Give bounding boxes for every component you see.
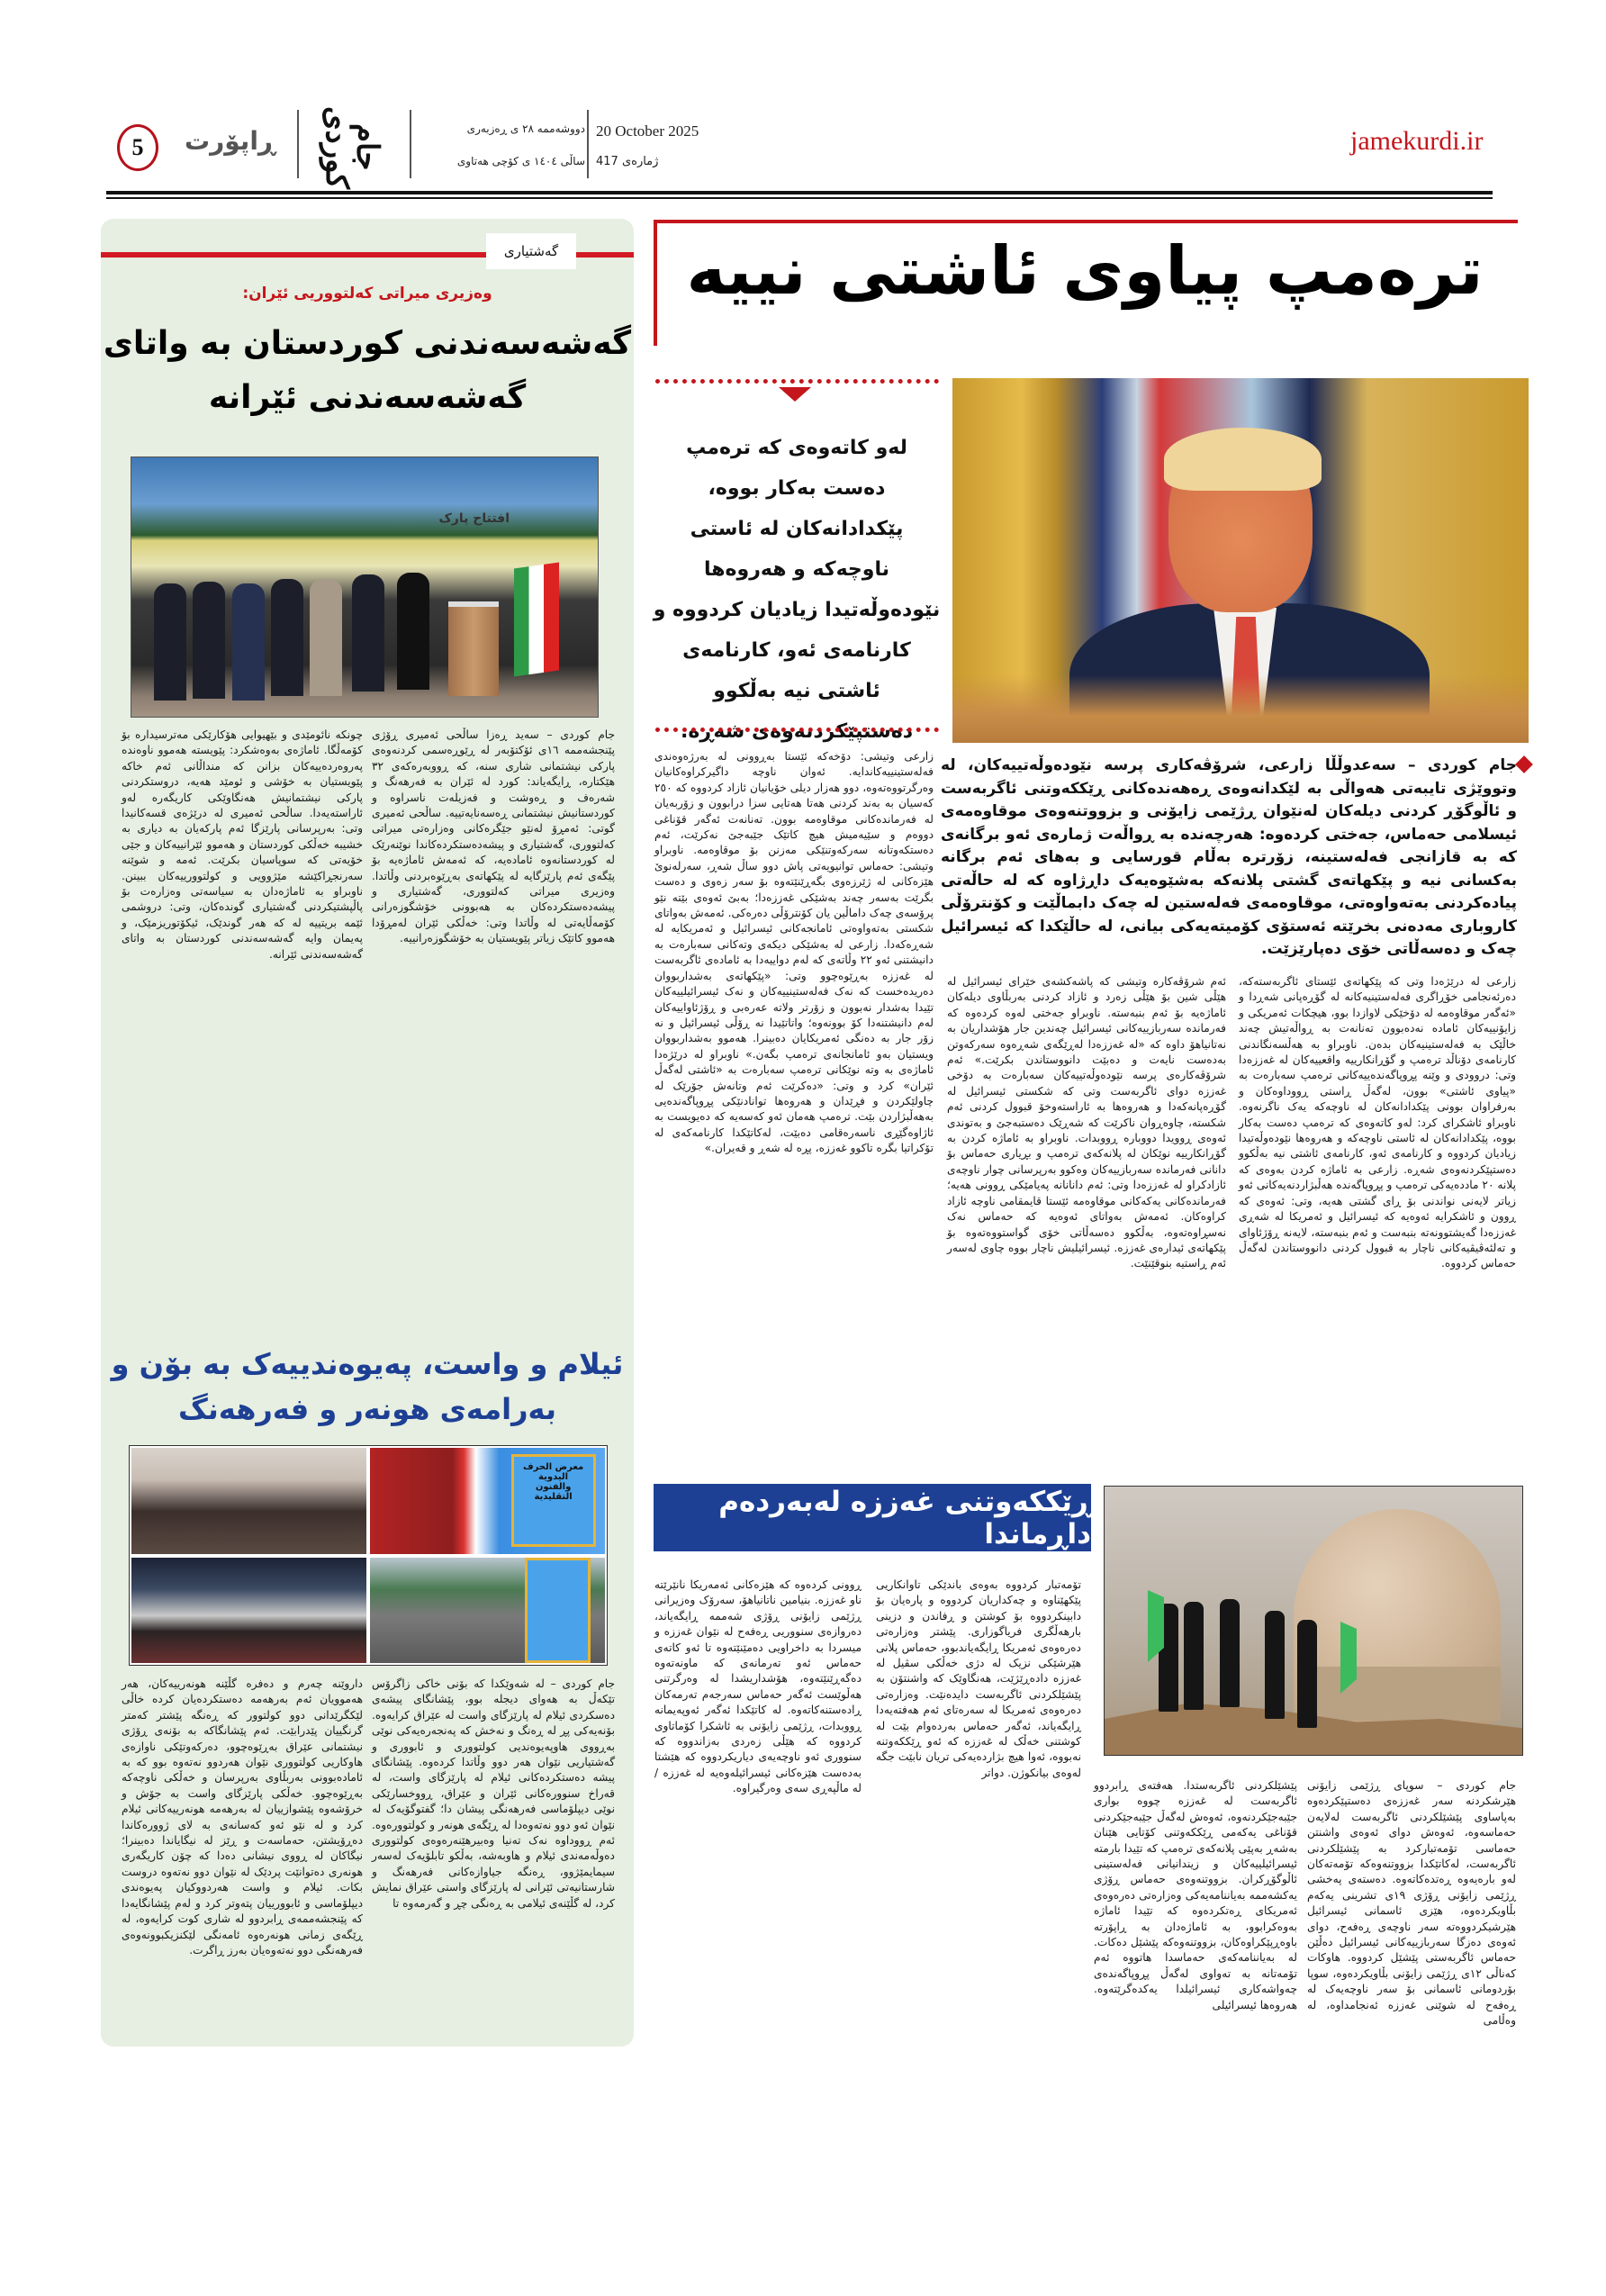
trump-photo <box>952 378 1529 743</box>
quote-divider-bottom <box>655 728 939 732</box>
header-rule-thin <box>106 197 1493 199</box>
gaza-article-col-4: ڕوونی کردەوە کە هێزەکانی ئەمەریکا نانێرێتە ناو غەززە. بنیامین ناتانیاهۆ، سەرۆک وەزیرانی ڕژێمی زایۆنی ڕۆژی شەممە ڕایگەیاند، دەروازەی سنووریی ڕەفەح لە نێوان غەززە و میسردا بە داخراویی دەمێنێتەوە تا ئەو کاتەی حەماس ئەو تەرمانەی کە ماونەتەوە دەگەڕێنێتەوە، هۆشداریشدا لە وەرگرتنی هەڵوێست ئەگەر حەماس سەرجەم تەرمەکان ڕادەستنەکاتەوە. لە کاتێکدا ئەگەر ئەوپەیمانە ڕووبدات، ڕژێمی زایۆنی بە ئاشکرا کۆماتاوی کردووە کە هێڵی زەردی بەزاندووە کە سنووری ئەو ناوچەیەی دیاریکردووە کە هێشتا بەدەست هێزەکانی ئیسرائیلەوەیە لە غەززە / لە ماڵپەڕی سەی وەرگیراوە. <box>654 1578 862 1795</box>
person-figure <box>154 583 186 701</box>
person-figure <box>193 582 225 699</box>
person-figure <box>397 573 429 690</box>
quote-divider-top <box>655 379 939 384</box>
photo-figure <box>1184 1602 1204 1710</box>
photo-banner-text: افتتاح پارک <box>438 511 510 526</box>
podium <box>448 601 499 696</box>
exhibition-sign <box>525 1558 591 1664</box>
date-kurdish: دووشەممە ٢٨ ی ڕەزبەری <box>466 122 585 135</box>
triangle-pointer-icon <box>779 387 811 402</box>
park-opening-photo <box>131 456 599 718</box>
exhibition-photo-carpets <box>370 1448 605 1554</box>
exhibition-sign <box>511 1454 596 1547</box>
year-kurdish: ساڵی ١٤٠٤ ی کۆچی هەتاوی <box>456 155 585 167</box>
park-article-col-2: چونکە نائومێدی و بێهیوایی هۆکارێکی مەترسیدارە بۆ کۆمەڵگا. ئاماژەی بەوەشکرد: پێویستە هەموو ناوەندە پەروەردەییەکان بزانن کە منداڵانی ئەم خاکە پێویستیان بە خۆشی و ئومێد هەیە، دروستکردنی پارکی نیشتمانیش هەنگاوێکی کاریگەرە لەو ئاراستەیەدا. ساڵحی ئەمیری لە درێژەی قسەکانیدا وتی: بەرپرسانی پارێزگا ئەم پارکەیان بە دیاری بە خشیبە خەڵکی کوردستان و هەموو ئێرانییەکان و جێی خۆیەتی کە سوپاسیان بکرێت. ئەمە و شوێنە سەرنجڕاکێشە مێژوویی و کولتوورییەکان ببینن. ناوبراو بە ئاماژەدان بە سیاسەتی وەزارەت بۆ پاڵپشتیکردنی گەشتیاری گوندەکان، وتی: دروشمی ئێمە بریتییە لە کە هەر گوندێک، ئیکۆتوریزمێک، و پەیمان وایە گەشەسەندنی کوردستان بە واتای گەشەسەندنی ئێرانە. <box>122 728 363 961</box>
header-divider <box>410 110 411 178</box>
main-article-col-3: زارعی وتیشی: دۆخەکە ئێستا بەڕوونی لە بەرژەوەندی فەلەستینییەکاندایە. ئەوان ناوچە داگیرکراوەکانیان وەرگرتووەتەوە، دوو هەزار دیلی خۆیانیان ئازاد کردووە کە ٢٥٠ کەسیان بە بەند کردنی هەتا هەتایی سزا درابوون و زۆربەیان لە فەرماندەکانی موقاوەمە بوون. تەنانەت ئەگەر قۆناغی دووەم و سێیەمیش هیچ کاتێک جێبەجێ نەکرێت، ئەم دەستکەوتانە سەرکەوتنێکی مەزنن بۆ موقاوەمە. ناوبراو وتیشی: حەماس توانیویەتی پاش دوو ساڵ شەڕ، سەرلەنوێ هێزەکانی لە ژێرزەوی بگەڕێنێتەوە بۆ سەر زەوی و دەست بگرێت بەسەر چەند بەشێکی غەززەدا؛ بەبێ ئەوەی بێتە نێو پرۆسەی چەک داماڵین یان کۆنترۆڵی دەرەکی. ئەمەش بەواتای شکستی بەتەواوەتی ئامانجەکانی ئیسرائیل و ئەمریکایە لە شەڕەکەدا. زارعی لە بەشێکی دیکەی وتەکانی سەبارەت بە دانیشتنی ئەو ٢٢ وڵاتەی کە لەم دواییەدا بە ئامادەی ئاگربەست لە غەززە بەڕێوەچوو وتی: «پێکهاتەی بەشداربووان دەریدەخست کە نەک فەلەستینییەکان و نەک ئیسرائیلییەکان تێیدا بەشدار نەبوون و زۆرتر ولاتە عەرەبی و ڕۆژئاواییەکان لەم دانیشتنەدا کۆ بوونەوە؛ واتاتێیدا نە ڕۆڵی ئیسرائیل و نە زۆر جار بە دەنگی ئەمریکایان دەبینرا. هەموو بەشداربووان ویستیان بەو ئامانجانەی ترەمپ بگەن.» ناوبراو لە درێژەدا ئاماژەی بە وتە نوێکانی ترەمپ سەبارەت بە «ئاشتی لەگەڵ ئێران» کرد و وتی: «دەکرێت ئەم وتانەش جۆرێک لە چاولێکردن و فڕێدان و هەروەها توانادنێکی پڕوپاگەندەیی بەهەڵبژاردن بێت. ترەمپ هەمان ئەو کەسەیە کە دەیویست بە ئاژاوەگێڕی ناسەرەقامی دەبێت، لەکاتێکدا کارنامەکەی لە تۆکراتیا بگرە تاکوو غەززە، پڕە لە شەڕ و قەیران.» <box>654 750 934 1155</box>
ilam-headline: ئیلام و واست، پەیوەندییەک بە بۆن و بەرامەی هونەر و فەرهەنگ <box>111 1347 624 1426</box>
ilam-article-col-1: جام کوردی – لە شەوێکدا کە بۆنی خاکی زاگرۆس تێکەڵ بە هەوای دیجلە بوو، پێشانگای پیشەی دەسکردی ئیلام لە پارێزگای واست لە عێراق کرایەوە. بۆنەیەکی پڕ لە ڕەنگ و نەخش کە پەنجەرەیەکی نوێی بەڕووی هاوپەیوەندیی کولتووری و ئابووری و گەشتیاریی نێوان هەر دوو وڵاتدا کردەوە. پێشانگای پیشە دەستکردەکانی ئیلام لە پارێزگای واست، لە قەراخ سنوورەکانی ئێران و عێراق، ڕووخسارێکی نوێی دیپلۆماسی فەرهەنگی پیشان دا؛ گفتوگۆیەک لە نێوان ئەو دوو نەتەوەدا لە ڕێگەی هونەر و کولتوورەوە. ئەم ڕووداوە نەک تەنیا وەبیرهێنەرەوەی کولتووری دەوڵەمەندی ئیلام و هاوبەشە، بەڵکو تابلۆیەک لەسەر سیمایمێژوو، ڕەنگە جیاوازەکانی فەرهەنگ و شارستانیەتی ئێرانی لە پارێزگای واستی عێراق نمایش کرد، لە گڵێنەی ئیلامی بە ڕەنگی چڕ و گەرمەوە تا <box>372 1677 615 1910</box>
gaza-photo <box>1104 1486 1523 1756</box>
ilam-exhibition-photos <box>129 1445 608 1666</box>
person-figure <box>352 574 384 692</box>
gaza-article-col-3: تۆمەتبار کردووە بەوەی باندێکی تاوانکاریی پێکهێناوە و چەکداریان کردووە و پارەیان بۆ دابینکردووە بۆ کوشتن و ڕفاندن و دزینی بارهەڵگری فریاگوزاری. پێشتر وەزارەتی دەرەوەی ئەمریکا ڕایگەیاندبوو، حەماس پلانی هێرشێکی نزیک لە دژی خەڵکی سڤیل لە غەززە دادەڕێژێت، هەنگاوێک کە واشنتۆن بە پێشێلکردنی ئاگربەست دایدەنێت. وەزارەتی دەرەوەی ئەمریکا لە سەرەتای ئەم هەفتەیەدا ڕایگەیاند، ئەگەر حەماس بەردەوام بێت لە کوشتنی خەڵک لە غەززە کە ئەو ڕێککەوتنە نەبووە، ئەوا هیچ بژاردەیەکی تریان نابێت جگە لەوەی بیانکوژن. دواتر <box>876 1578 1081 1779</box>
photo-dome-base <box>1307 1667 1501 1721</box>
person-figure <box>271 579 303 696</box>
pull-quote: لەو کاتەوەی کە ترەمپ دەست بەکار بووە، پێکدادانەکان لە ئاستی ناوچەکە و هەروەها نێودەوڵەتیدا زیادیان کردووە و کارنامەی ئەو، کارنامەی ئاشتی نیە بەڵکوو دەستپێکردنەوەی شەڕە. <box>653 437 941 743</box>
iran-flag <box>514 562 559 676</box>
gaza-article-col-1: جام کوردی – سوپای ڕژێمی زایۆنی هێرشکردنە سەر غەززەی دەستپێکردەوە بەپاساوی پێشێلکردنی ئاگربەست لەلایەن حەماسەوە، ئەوەش دوای ئەوەی واشنتن حەماسی تۆمەتبارکرد بە پێشێلکردنی ئاگربەست، لەکاتێکدا بزووتنەوەکە تۆمەتەکان لەو بارەیەوە ڕەتدەکاتەوە. دەستەی پەخشی ڕژێمی زایۆنی ڕۆژی ١٩ی تشرینی یەکەم بڵاویکردەوە، هێزی ئاسمانی ئیسرائیل هێرشیکردووەتە سەر ناوچەی ڕەفەح، دوای ئەوەی دەزگا سەربازییەکانی ئیسرائیل دەڵێن حەماس ئاگربەستی پێشێل کردووە. هاوکات کەناڵی ١٢ی ڕژێمی زایۆنی بڵاویکردەوە، سوپا بۆردومانی ئاسمانی بۆ سەر ناوچەیەک لە ڕەفەح لە شوێنی غەززە ئەنجامداوە، لە وەڵامی <box>1307 1779 1517 2028</box>
main-intro: جام کوردی – سەعدوڵڵا زارعی، شرۆڤەکاری پرسە نێودەوڵەتییەکان، لە وتووێژی تایبەتی هەواڵی بە لێکدانەوەی ڕەهەندەکانی ڕێککەوتنی ئاگربەست و ئاڵوگۆڕ کردنی دیلەکان لەنێوان ڕژێمی زایۆنی و بزووتنەوەی موقاوەمەی ئیسلامی حەماس، جەختی کردەوە: هەرچەندە بە ڕواڵەت ژمارەی ئەو برگانەی کە بە قازانجی فەلەستینە، زۆرترە بەڵام قورسایی و بەهای ئەم برگانە بەکسانی نیە و پێکهاتەی گشتی پلانەکە بەشێوەیەک داڕژاوە کە لە حاڵەتی پیادەکردنی بەتەواوەتی، موقاوەمەی فەلەستین لە چەک دابماڵێت و کۆنترۆڵی کاروباری مەدەنی بخرێتە ئەستۆی کۆمیتەیەکی بیانی، لە حاڵێکدا کە ئیسرائیل چەک و دەسەڵاتی خۆی دەپارێزێت. <box>941 756 1517 958</box>
header-divider <box>297 110 299 178</box>
section-name: ڕاپۆرت <box>185 126 275 156</box>
photo-figure <box>1297 1620 1317 1728</box>
main-article-col-2: ئەم شرۆڤەکارە وتیشی کە پاشەکشەی خێرای ئیسرائیل لە هێڵی شین بۆ هێڵی زەرد و ئازاد کردنی بەربڵاوی دیلەکان ئاماژەیە بۆ ئەم بنبەستە. ناوبراو جەختی لەوە کردەوە کە فەرماندە سەربازییەکانی ئیسرائیل چەندین جار هۆشداریان بە نەتانیاهۆ داوە کە «لە غەززەدا لەڕێگەی شەڕەوە سەرکەوتن بەدەست نایەت و دەبێت دانووستاندن بکرێت.» ئەم شرۆڤەکارەی پرسە نێودەوڵەتییەکان سەبارەت بە دۆخی غەززە دوای ئاگربەست وتی کە شکستی ئیسرائیل لە گۆڕەپانەکەدا و هەروەها بە ئاراستەوخۆ قبوول کردنی ئەم شکستە، چاوەڕوان ناکرێت کە شەڕێک دەستبەجێ و بەتوندی ئەوەی ڕوویدا دووبارە ڕووبدات. ناوبراو بە ئاماژە کردن بە گۆڕانکارییە نوێکان لە پلانەکەی ترەمپ و بڕیاری حەماس بۆ دانانی فەرماندە سەربازییەکان وەکوو بەرپرسانی چوار ناوچەی ئازادکراو لە غەززەدا وتی: ئەم دانانانە پەیامێکی ڕوونی هەیە؛ فەرماندەکانی یەکەکانی موقاوەمە ئێستا قایمقامی ناوچە ئازاد کراوەکان. ئەمەش بەواتای ئەوەیە کە حەماس نەک نەسڕاوەتەوە، بەڵکوو دەسەڵاتی خۆی گواستووەتەوە بۆ پێکهاتەی ئیدارەی غەززە. ئیسرائیلیش ناچار بووە چاوی لەسەر ئەم ڕاستیە بنوقێنێت. <box>947 975 1226 1270</box>
cleric-figure <box>310 579 342 696</box>
page-number: 5 <box>117 124 158 171</box>
photo-figure <box>1265 1611 1285 1719</box>
bullet-diamond-icon <box>1515 755 1533 773</box>
person-figure <box>232 583 265 701</box>
header-divider <box>587 110 589 178</box>
gaza-article-col-2: پێشێلکردنی ئاگربەستدا. هەفتەی ڕابردوو ئاگربەست لە غەززە چووە بواری جێبەجێکردنەوە، ئەوەش لەگەڵ جێبەجێکردنی قۆناغی یەکەمی ڕێککەوتنی کۆتایی هێنان بەشەڕ بەپێی پلانەکەی ترەمپ کە تێیدا بارمتە ئیسرائیلییەکان و زیندانیانی فەلەستینی ئاڵوگۆڕکران. بزووتنەوەی حەماس ڕۆژی یەکشەممە بەیاننامەیەکی وەزارەتی دەرەوەی ئەمریکای ڕەتکردەوە کە تێیدا ئاماژە بەوەکرابوو، بە ئاماژەدان بە ڕاپۆرتە باوەڕپێکراوەکان، بزووتنەوەکە پێشێل دەکات. لە بەیاننامەکەی حەماسدا هاتووە ئەم تۆمەتانە بە تەواوی لەگەڵ پڕوپاگەندەی چەواشەکاری ئیسرائیلدا یەکدەگرێتەوە. هەروەها ئیسرائیلی <box>1094 1779 1297 2011</box>
exhibition-photo-night <box>131 1558 366 1664</box>
photo-figure <box>1220 1599 1240 1707</box>
park-article-col-1: جام کوردی – سەید ڕەزا ساڵحی ئەمیری ڕۆژی پێنجشەممە ١٦ی ئۆکتۆبەر لە ڕێوڕەسمی کردنەوەی پارکی نیشتمانی شاری سنە، کە ڕووبەرەکەی ٣٢ هێکتارە، ڕایگەیاند: کورد لە ئێران بە فەرهەنگ و شەرەف و ڕەوشت و فەزیلەت ناسراوە و کوردستانیش نیشتمانی ڕەسەنایەتییە. ساڵحی ئەمیری گوتی: ئەمڕۆ لەنێو جێگرەکانی وەزارەتی میراتی کەلتووری، گەشتیاری و پیشەدەستکردەکاندا نوێنەرێک لە کوردستانەوە ئامادەیە، کە ئەمەش ئاماژەیە بۆ پێگەی ئەم پارێزگایە لە پێکهاتەی بەڕێوەبردنی وڵاتدا. وەزیری میراتی کەلتووری، گەشتیاری و پیشەدەستکردەکان بە هەبوونی خۆشگوزەرانی کۆمەڵایەتی لە وڵاتدا وتی: خەڵکی ئێران لەمڕۆدا هەموو کاتێک زیاتر پێویستیان بە خۆشگوزەرانییە. <box>372 728 615 945</box>
photo-hair <box>1164 428 1322 491</box>
issue-number: ژمارەی 417 <box>596 155 659 168</box>
sign-text: معرض الحرف اليدوية والفنون التقليدية <box>522 1462 584 1503</box>
exhibition-photo-crowd <box>131 1448 366 1554</box>
exhibition-photo-street <box>370 1558 605 1664</box>
main-headline: ترەمپ پیاوی ئاشتی نییە <box>686 232 1484 310</box>
article-kicker: وەزیری میراتی کەلتووریی ئێران: <box>242 285 492 303</box>
main-article-col-1: زارعی لە درێژەدا وتی کە پێکهاتەی ئێستای ئاگربەستەکە، دەرئەنجامی خۆڕاگری فەلەستینیەکانە لە گۆڕەپانی شەڕدا و «ئەگەر موقاوەمە لە دۆخێکی لاوازدا بوو، هیچکات ئەمریکی و زایۆنییەکان ئامادە نەدەبوون تەنانەت بە ڕواڵەتیش چەند خاڵێک بە فەلەستینیەکان بدەن. ناوبراو بە هەڵسەنگاندنی کارنامەی دۆناڵد ترەمپ و گۆڕانکارییە واقعییەکان لە غەززەدا وتی: دروودی و وێنە پڕوپاگەندەییەکانی ترەمپ سەبارەت بە «پیاوی ئاشتی» بوون، لەگەڵ ڕاستی ڕووداوەکان و بەرفراوان بوونی پێکدادانەکان لە ناوچەکە یەک ناگرنەوە. ناوبراو ئاشکرای کرد: لەو کاتەوەی کە ترەمپ دەست بەکار بووە، پێکدادانەکان لە ئاستی ناوچەکە و هەروەها نێودەوڵەتیدا زیادیان کردووە و کارنامەی ئەو، کارنامەی ئاشتی نیە بەڵکوو دەستپێکردنەوەی شەڕە. زارعی بە ئاماژە کردن بەوەی کە پلانە ٢٠ ماددەیەکی ترەمپ و پڕوپاگەندە هەڵبژاردنەیەکانی ئەو زیاتر لایەنی نواندنی بۆ ڕای گشتی هەیە، وتی: ئەوەی کە ڕوون و ئاشکرایە ئەوەیە کە ئیسرائیل و ئەمریکا لە شەڕی غەززەدا گەیشتوونەتە بنبەست و ئەم بنبەستە، لایەنە ڕۆژئاوای و تەلئەڤیڤیەکانی ناچار بە قبوول کردنی دانووستاندن لەگەڵ حەماس کردووە. <box>1239 975 1516 1270</box>
section-tag: گەشتیاری <box>486 233 576 269</box>
ilam-article-col-2: داروێنە چەرم و دەفرە گڵێنە هونەرییەکان، هەر هەموویان ئەم بەرهەمە دەستکردەیان کردە خاڵی لێکگرێدانی دوو کولتوور کە ڕەنگە پێشتر کەمتر گرنگییان پێدرابێت. ئەم پێشانگاکە بە بۆنەی ڕۆژی نیشتمانی عێراق بەڕێوەچوو، دەرکەوتێکی ناوازەی هاوکاریی کولتووری نێوان هەردوو نەتەوە بوو کە بە ئامادەبوونی بەربڵاوی بەرپرسان و خەڵکی ناوچەکە بەڕێوەچوو. خەڵکی پارێزگای واست بە جۆش و خرۆشەوە پێشوازییان لە بەرهەمە هونەرییەکانی ئیلام کرد و لە نێو ئەو کەسانەی بە لای ژوورەکاندا دەڕۆیشتن، حەماسەت و ڕێز لە نیگایاندا دەبینرا؛ نیگاکان لە ڕووی نیشانی دەدا کە چۆن کاریگەری هونەری دەتوانێت پردێک لە نێوان دوو نەتەوە دروست بکات. ئیلام و واست هەردووکیان پەیوەندی دیپلۆماسی و ئابوورییان پتەوتر کرد و لەم پێشانگایەدا کە پێنجشەممەی ڕابردوو لە شاری کوت کرایەوە، لە ڕێگەی زمانی هونەرەوە ئامەنگی لێکنزیکبوونەوەی فەرهەنگی دوو نەتەوەیان بەرز ڕاگرت. <box>122 1677 363 1957</box>
newspaper-logo: جام کوردی <box>319 106 385 189</box>
article-headline: گەشەسەندنی کوردستان بە واتای گەشەسەندنی ئێرانە <box>103 325 632 416</box>
date-english: 20 October 2025 <box>596 122 699 140</box>
photo-foreground-blur <box>952 675 1529 743</box>
site-url[interactable]: jamekurdi.ir <box>1350 126 1484 156</box>
header-rule <box>106 191 1493 194</box>
gaza-headline-banner: ڕێککەوتنی غەززە لەبەردەم داڕماندا <box>654 1484 1091 1551</box>
